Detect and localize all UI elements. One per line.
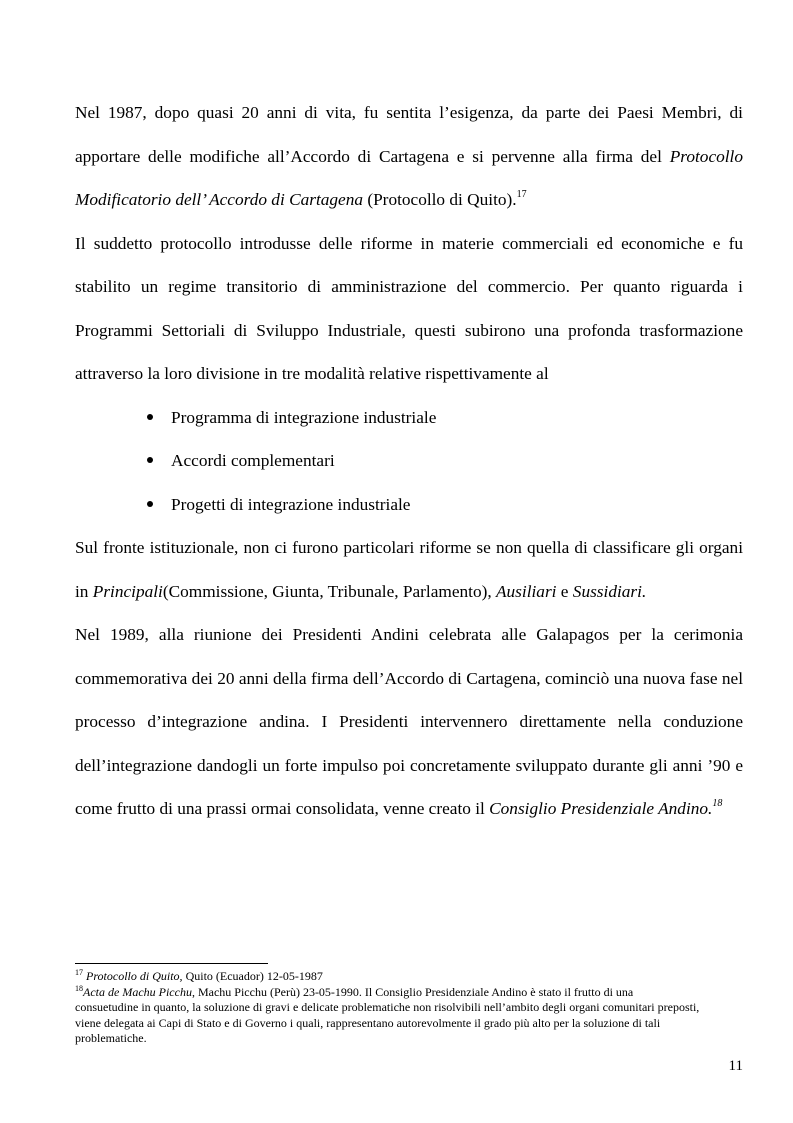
paragraph-2: Il suddetto protocollo introdusse delle riforme in materie commerciali ed economiche e fu stabilito un regime transitorio di amministrazione del commercio. Per quanto riguarda i Programmi Settoriali di Sviluppo Industriale, questi subirono una profonda trasformazione attraverso la loro divisione in tre modalità relative rispettivamente al [75, 233, 743, 383]
footnotes [75, 969, 715, 1047]
paragraph-3-mid: (Commissione, Giunta, Tribunale, Parlamento), [162, 581, 496, 601]
bullet-icon [147, 414, 153, 420]
paragraph-3-italic-ausiliari: Ausiliari [495, 581, 557, 601]
footnote-18-continuation: consuetudine in quanto, la soluzione di gravi e delicate problematiche non risolvibili nell’ambito degli organi comunitari preposti, viene delegata ai Capi di Stato e di Governo i quali, rappresentano autorevolmente il grado più alto per la soluzione di tali problematiche. [75, 1000, 700, 1046]
footnote-17 [75, 969, 715, 985]
bullet-icon [147, 501, 153, 507]
page-number: 11 [728, 1058, 743, 1074]
bullet-item-text: Programma di integrazione industriale [171, 407, 437, 427]
footnote-italic: Protocollo di Quito, [86, 969, 183, 983]
footnote-number: 18 [75, 983, 83, 993]
paragraph-1-tail: (Protocollo di Quito). [363, 190, 517, 209]
body-text [75, 91, 743, 831]
bullet-item-text: Progetti di integrazione industriale [171, 494, 411, 514]
bullet-item-text: Accordi complementari [171, 451, 335, 470]
footnote-text: , Machu Picchu (Perù) 23-05-1990. Il Consiglio Presidenziale Andino è stato il frutto di una [191, 984, 634, 999]
paragraph-1-text: Nel 1987, dopo quasi 20 anni di vita, fu sentita l’esigenza, da parte dei Paesi Membri, di apportare delle modifiche all’Accordo di Cartagena e si pervenne alla firma del [75, 103, 743, 166]
paragraph-4 [75, 613, 743, 831]
bullet-item [147, 439, 743, 483]
footnote-ref-17: 17 [516, 189, 527, 200]
footnote-text: Quito (Ecuador) 12-05-1987 [182, 969, 323, 983]
paragraph-4-text: Nel 1989, alla riunione dei Presidenti Andini celebrata alle Galapagos per la cerimonia commemorativa dei 20 anni della firma dell’Accordo di Cartagena, cominciò una nuova fase nel processo d’integrazione andina. I Presidenti intervennero direttamente nella conduzione dell’integrazione dandogli un forte impulso poi concretamente sviluppato durante gli anni ’90 e come frutto di una prassi ormai consolidata, venne creato il [75, 625, 743, 818]
footnote-divider [75, 963, 268, 964]
paragraph-4-italic: Consiglio Presidenziale Andino. [489, 799, 713, 818]
paragraph-3 [75, 526, 743, 613]
footnote-ref-18: 18 [712, 798, 723, 809]
paragraph-1 [75, 91, 743, 222]
footnote-italic: Acta de Machu Picchu [83, 984, 192, 999]
paragraph-3-italic-principali: Principali [92, 581, 163, 601]
paragraph-1-italic: Protocollo Modificatorio dell’ Accordo di Cartagena [75, 146, 743, 209]
bullet-list [75, 396, 743, 527]
footnote-18 [75, 985, 715, 1001]
paragraph-3-text: Sul fronte istituzionale, non ci furono particolari riforme se non quella di classificare gli organi in [75, 538, 743, 601]
paragraph-3-italic-sussidiari: Sussidiari. [572, 581, 647, 601]
paragraph-3-conj: e [556, 581, 573, 601]
bullet-icon [147, 457, 153, 463]
footnote-number: 17 [75, 968, 83, 977]
bullet-item [147, 396, 743, 440]
bullet-item [147, 483, 743, 527]
